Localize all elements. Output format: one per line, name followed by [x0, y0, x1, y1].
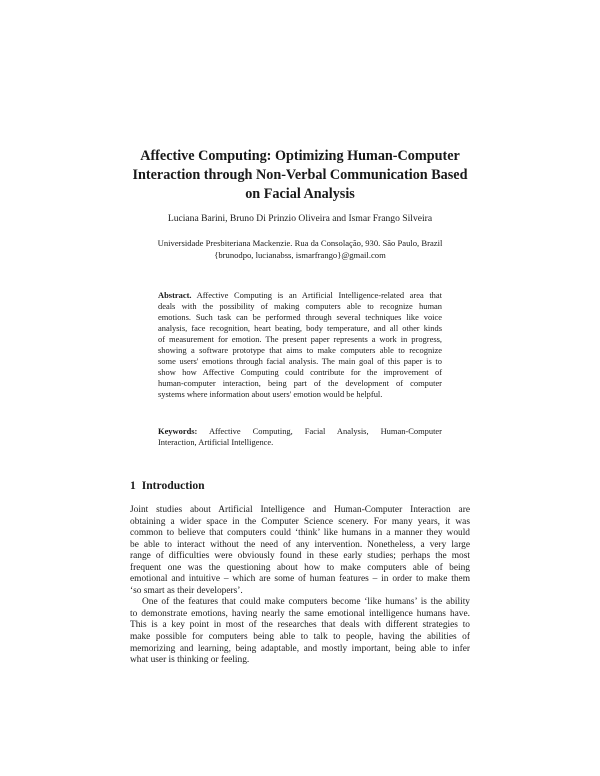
abstract	[158, 290, 442, 400]
abstract-line	[158, 290, 442, 301]
abstract-line: show how Affective Computing could contribute for the improvement of	[158, 367, 442, 378]
paper-title	[120, 147, 480, 204]
paragraph-line: be able to interact without the need of any intervention. Nonetheless, a very large	[130, 539, 470, 550]
keywords-line	[158, 426, 442, 437]
abstract-line: analysis, face recognition, heart beating, body temperature, and all other kinds	[158, 323, 442, 334]
section-title: Introduction	[141, 479, 205, 492]
keywords-label: Keywords:	[158, 426, 198, 436]
affiliation-block	[100, 238, 500, 261]
paragraph-line: memorizing and learning, being adaptable, and mostly important, being able to infer	[130, 643, 470, 654]
title-line: on Facial Analysis	[245, 186, 355, 202]
authors: Luciana Barini, Bruno Di Prinzio Oliveira and Ismar Frango Silveira	[167, 213, 433, 224]
abstract-line: showing a software prototype that aims to make computers able to recognize	[158, 345, 442, 356]
keywords	[158, 426, 442, 448]
author-emails: {brunodpo, lucianabss, ismarfrango}@gmail.com	[214, 249, 386, 260]
paragraph-line: One of the features that could make computers become ‘like humans’ is the ability	[142, 597, 470, 608]
paragraph-line: This is a key point in most of the researches that deals with different strategies to	[130, 620, 470, 631]
abstract-line: human-computer interaction, being part of the development of computer	[158, 378, 442, 389]
paragraph-line: emotional and intuitive – which are some of human features – in order to make them	[130, 574, 470, 585]
paragraph-line: ‘so smart as their developers’.	[130, 585, 243, 596]
abstract-line: emotions. Such task can be performed through several techniques like voice	[158, 312, 442, 323]
paragraph-line: obtaining a wider space in the Computer Science scenery. For many years, it was	[130, 516, 470, 527]
abstract-label: Abstract.	[158, 290, 192, 300]
abstract-line: of measurement for emotion. The present paper represents a work in progress,	[158, 334, 442, 345]
abstract-line: some users' emotions through facial analysis. The main goal of this paper is to	[158, 356, 442, 367]
paragraph-line: to demonstrate emotions, having nearly the same emotional intelligence humans have.	[130, 608, 470, 619]
title-line: Affective Computing: Optimizing Human-Computer	[140, 148, 460, 164]
title-line: Interaction through Non-Verbal Communication Based	[132, 167, 468, 183]
keywords-text: Affective Computing, Facial Analysis, Human-Computer	[208, 426, 442, 436]
abstract-text: Affective Computing is an Artificial Intelligence-related area that	[196, 290, 442, 300]
abstract-line: systems where information about users' emotion would be helpful.	[158, 389, 383, 400]
paragraph-line: make possible for computers being able to talk to people, having the abilities of	[130, 632, 470, 643]
section-heading	[130, 479, 205, 493]
paragraph-line: what user is thinking or feeling.	[130, 655, 250, 666]
paragraph-line: Joint studies about Artificial Intelligence and Human-Computer Interaction are	[130, 505, 470, 515]
section-number: 1	[130, 479, 136, 492]
paragraph-line: common to believe that computers could ‘think’ like humans in a manner they would	[130, 528, 470, 539]
affiliation: Universidade Presbiteriana Mackenzie. Rua da Consolação, 930. São Paulo, Brazil	[157, 238, 443, 248]
paragraph-line: frequent one was the questioning about how to make computers able of being	[130, 562, 470, 573]
section-body	[130, 505, 470, 667]
paragraph-line: range of difficulties were obviously found in these early studies; perhaps the most	[130, 551, 470, 562]
abstract-line: deals with the possibility of making computers able to recognize human	[158, 301, 442, 312]
keywords-line: Interaction, Artificial Intelligence.	[158, 437, 274, 448]
